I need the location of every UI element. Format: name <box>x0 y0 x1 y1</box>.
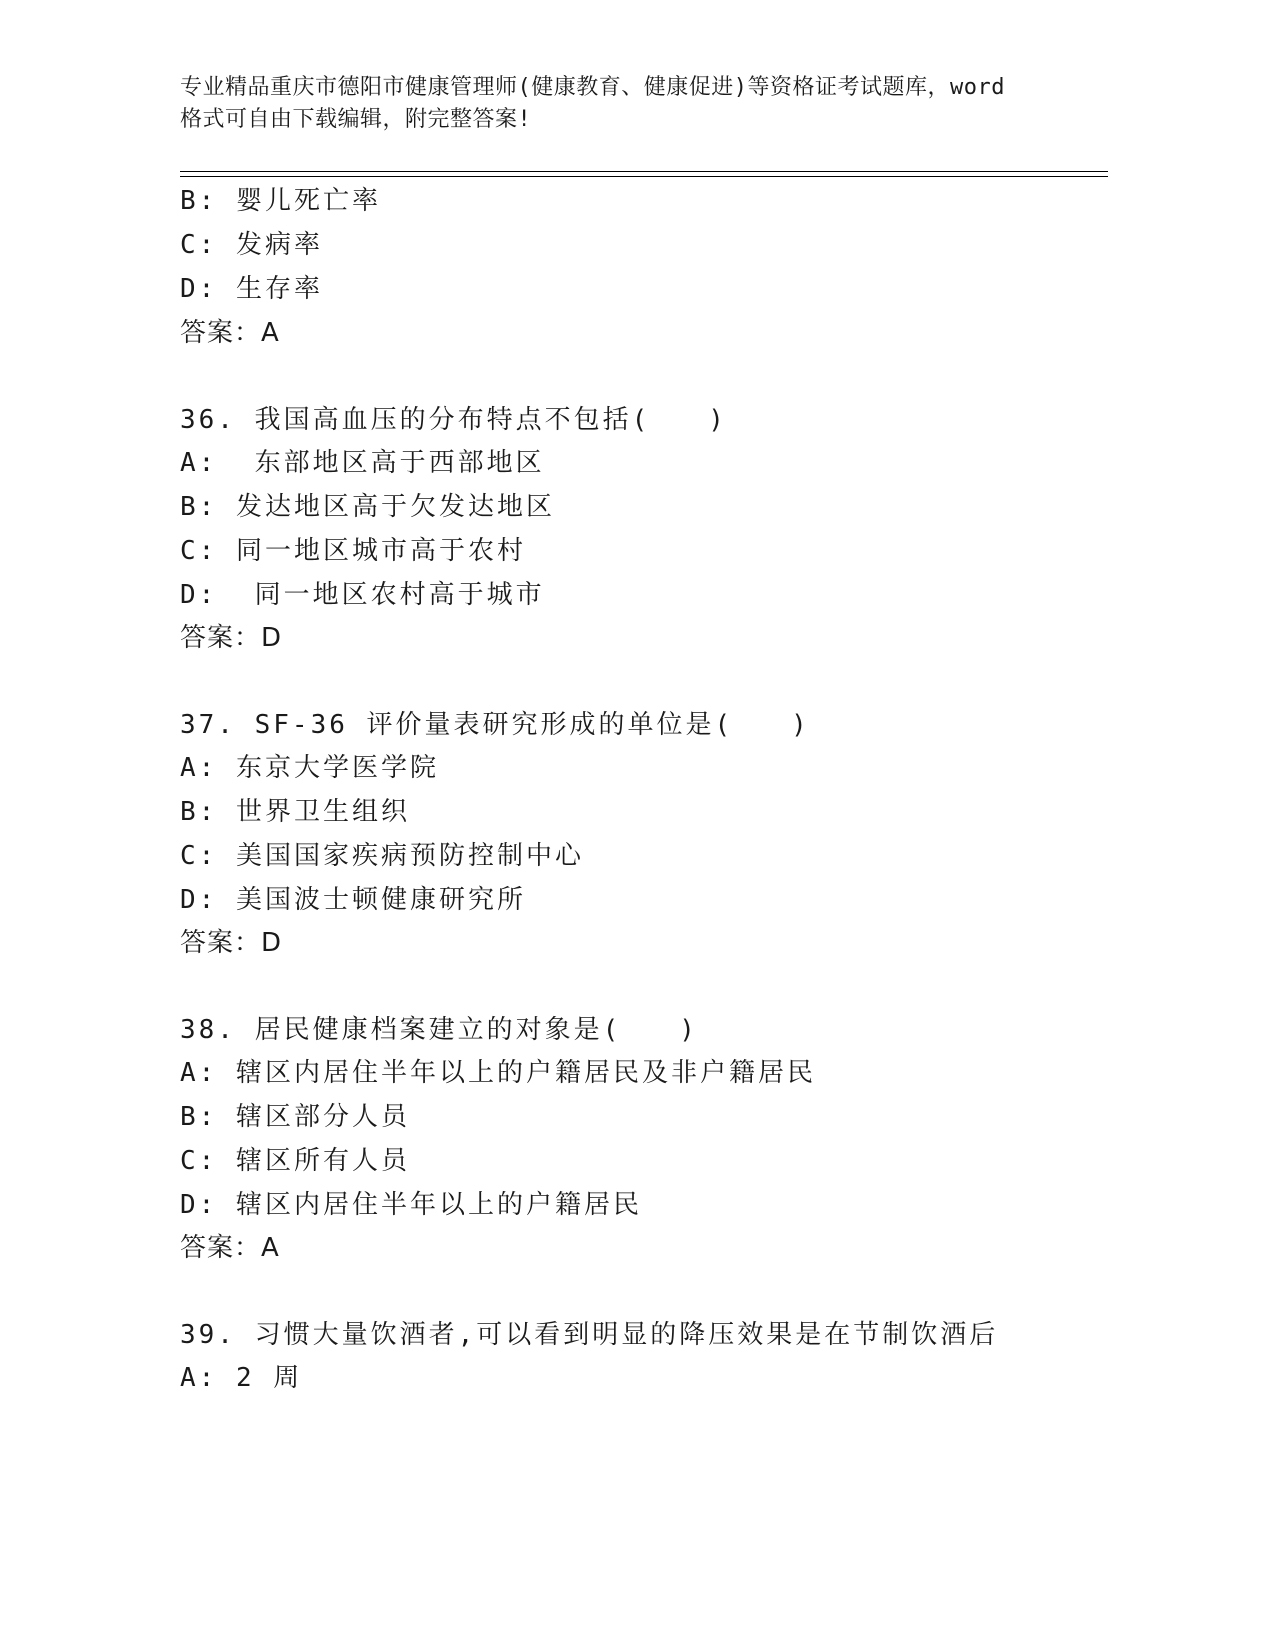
question-37-option-d: D: 美国波士顿健康研究所 <box>180 885 526 915</box>
question-38-answer: 答案：A <box>180 1233 280 1263</box>
question-38-option-a: A: 辖区内居住半年以上的户籍居民及非户籍居民 <box>180 1058 816 1088</box>
question-36-stem: 36. 我国高血压的分布特点不包括( ) <box>180 405 727 435</box>
question-36-option-a: A: 东部地区高于西部地区 <box>180 448 545 478</box>
question-36-answer: 答案：D <box>180 623 283 653</box>
prev-option-c: C: 发病率 <box>180 230 323 260</box>
header-line-1: 专业精品重庆市德阳市健康管理师(健康教育、健康促进)等资格证考试题库，word <box>180 75 1005 100</box>
question-38-option-b: B: 辖区部分人员 <box>180 1102 410 1132</box>
question-36-option-d: D: 同一地区农村高于城市 <box>180 580 545 610</box>
header-divider-top <box>180 171 1108 172</box>
header-line-2: 格式可自由下载编辑，附完整答案! <box>180 107 532 132</box>
header-divider-bottom <box>180 176 1108 177</box>
question-38-stem: 38. 居民健康档案建立的对象是( ) <box>180 1015 698 1045</box>
question-36-option-c: C: 同一地区城市高于农村 <box>180 536 526 566</box>
question-37-option-a: A: 东京大学医学院 <box>180 753 439 783</box>
question-38-option-c: C: 辖区所有人员 <box>180 1146 410 1176</box>
question-36-option-b: B: 发达地区高于欠发达地区 <box>180 492 555 522</box>
question-37-answer: 答案：D <box>180 928 283 958</box>
question-38-option-d: D: 辖区内居住半年以上的户籍居民 <box>180 1190 642 1220</box>
question-39-stem: 39. 习惯大量饮酒者,可以看到明显的降压效果是在节制饮酒后 <box>180 1320 999 1350</box>
question-37-stem: 37. SF-36 评价量表研究形成的单位是( ) <box>180 710 810 740</box>
prev-option-d: D: 生存率 <box>180 274 323 304</box>
prev-answer: 答案：A <box>180 318 280 348</box>
document-header <box>180 72 1060 136</box>
question-39-option-a: A: 2 周 <box>180 1363 303 1393</box>
question-37-option-c: C: 美国国家疾病预防控制中心 <box>180 841 584 871</box>
prev-option-b: B: 婴儿死亡率 <box>180 186 381 216</box>
question-37-option-b: B: 世界卫生组织 <box>180 797 410 827</box>
